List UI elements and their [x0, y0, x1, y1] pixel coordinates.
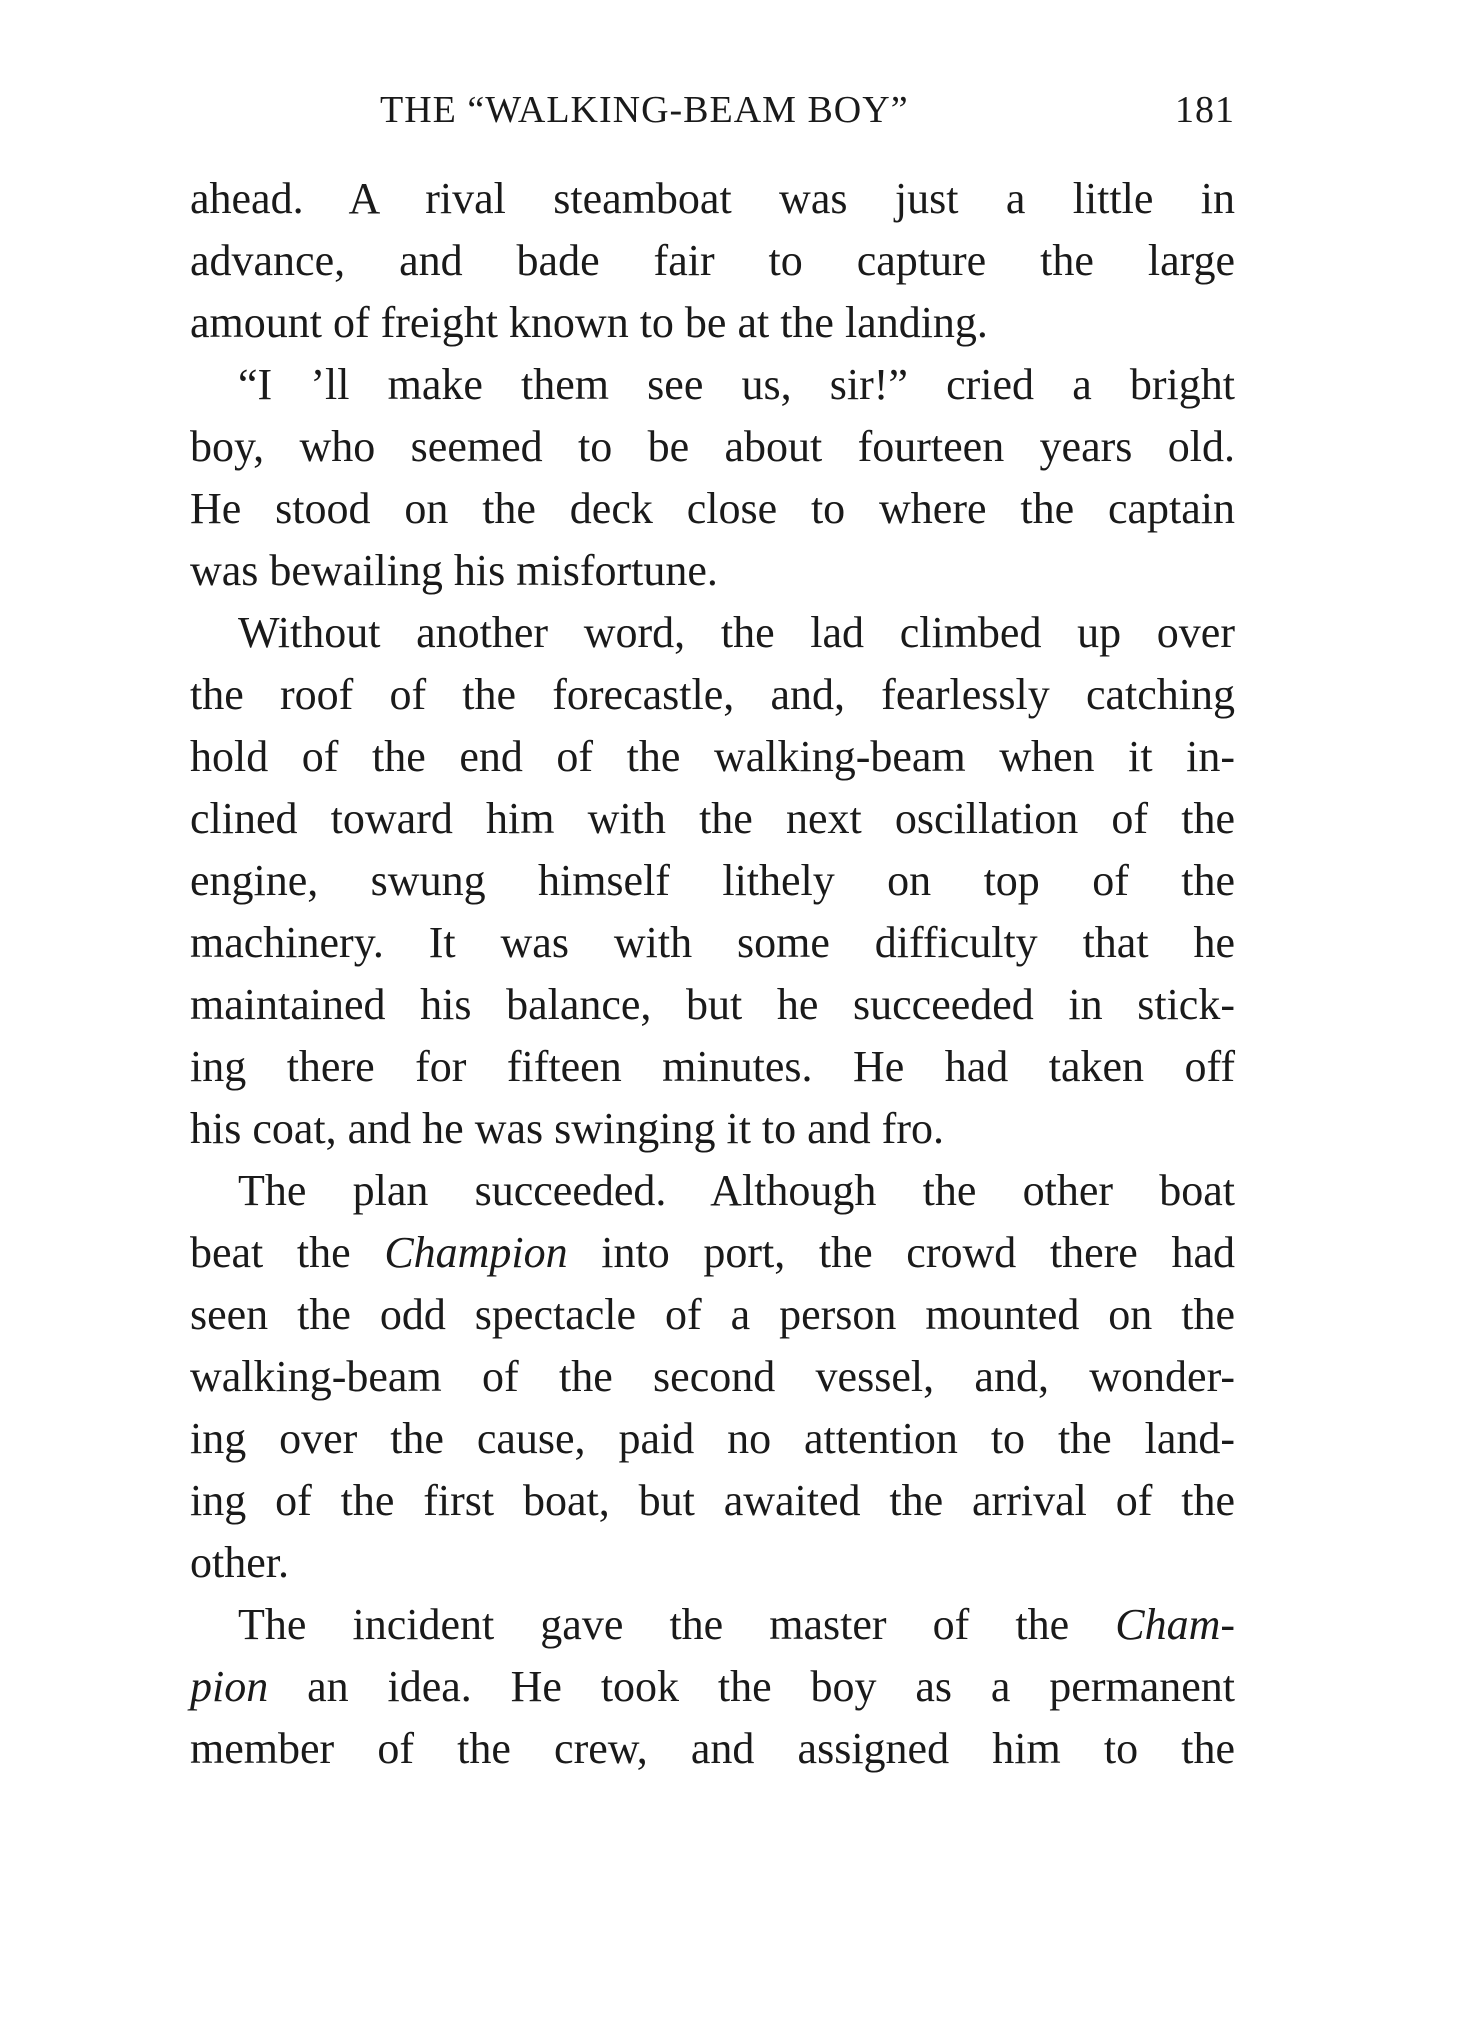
running-head [190, 88, 1235, 138]
text-line: his coat, and he was swinging it to and fro. [190, 1104, 944, 1153]
paragraph [190, 602, 1235, 1160]
text-line: ing there for fifteen minutes. He had taken off [190, 1042, 1235, 1091]
page-number: 181 [1175, 89, 1235, 131]
text-line: advance, and bade fair to capture the large [190, 236, 1235, 285]
paragraph [190, 1160, 1235, 1594]
text-line: clined toward him with the next oscillation of the [190, 794, 1235, 843]
text-line: walking-beam of the second vessel, and, wonder- [190, 1352, 1235, 1401]
text-span: The incident gave the master of the [238, 1600, 1116, 1649]
paragraph [190, 1594, 1235, 1780]
text-line: machinery. It was with some difficulty that he [190, 918, 1235, 967]
text-line: ing of the first boat, but awaited the arrival of the [190, 1476, 1235, 1525]
body-text [190, 168, 1235, 1780]
vessel-name: Cham- [1115, 1600, 1235, 1649]
text-line: the roof of the forecastle, and, fearlessly catching [190, 670, 1235, 719]
text-line: “I ’ll make them see us, sir!” cried a bright [238, 360, 1235, 409]
text-line: amount of freight known to be at the landing. [190, 298, 988, 347]
text-line [190, 1656, 1235, 1718]
text-line: Without another word, the lad climbed up over [238, 608, 1235, 657]
text-line: was bewailing his misfortune. [190, 546, 718, 595]
text-line: ing over the cause, paid no attention to the land- [190, 1414, 1235, 1463]
running-title: THE “WALKING-BEAM BOY” [380, 89, 909, 131]
text-line: member of the crew, and assigned him to the [190, 1724, 1235, 1773]
text-line: engine, swung himself lithely on top of the [190, 856, 1235, 905]
paragraph [190, 168, 1235, 354]
vessel-name: Champion [384, 1228, 568, 1277]
text-span: an idea. He took the boy as a permanent [268, 1662, 1235, 1711]
vessel-name: pion [190, 1662, 269, 1711]
text-span: beat the [190, 1228, 385, 1277]
text-line: seen the odd spectacle of a person mounted on the [190, 1290, 1235, 1339]
text-line: maintained his balance, but he succeeded in stick- [190, 980, 1235, 1029]
text-span: into port, the crowd there had [567, 1228, 1235, 1277]
paragraph [190, 354, 1235, 602]
text-line [190, 1594, 1235, 1656]
text-line: other. [190, 1538, 289, 1587]
text-line: hold of the end of the walking-beam when it in- [190, 732, 1235, 781]
text-line: He stood on the deck close to where the captain [190, 484, 1235, 533]
text-line: The plan succeeded. Although the other boat [238, 1166, 1235, 1215]
text-line [190, 1222, 1235, 1284]
text-line: ahead. A rival steamboat was just a little in [190, 174, 1235, 223]
text-line: boy, who seemed to be about fourteen years old. [190, 422, 1235, 471]
